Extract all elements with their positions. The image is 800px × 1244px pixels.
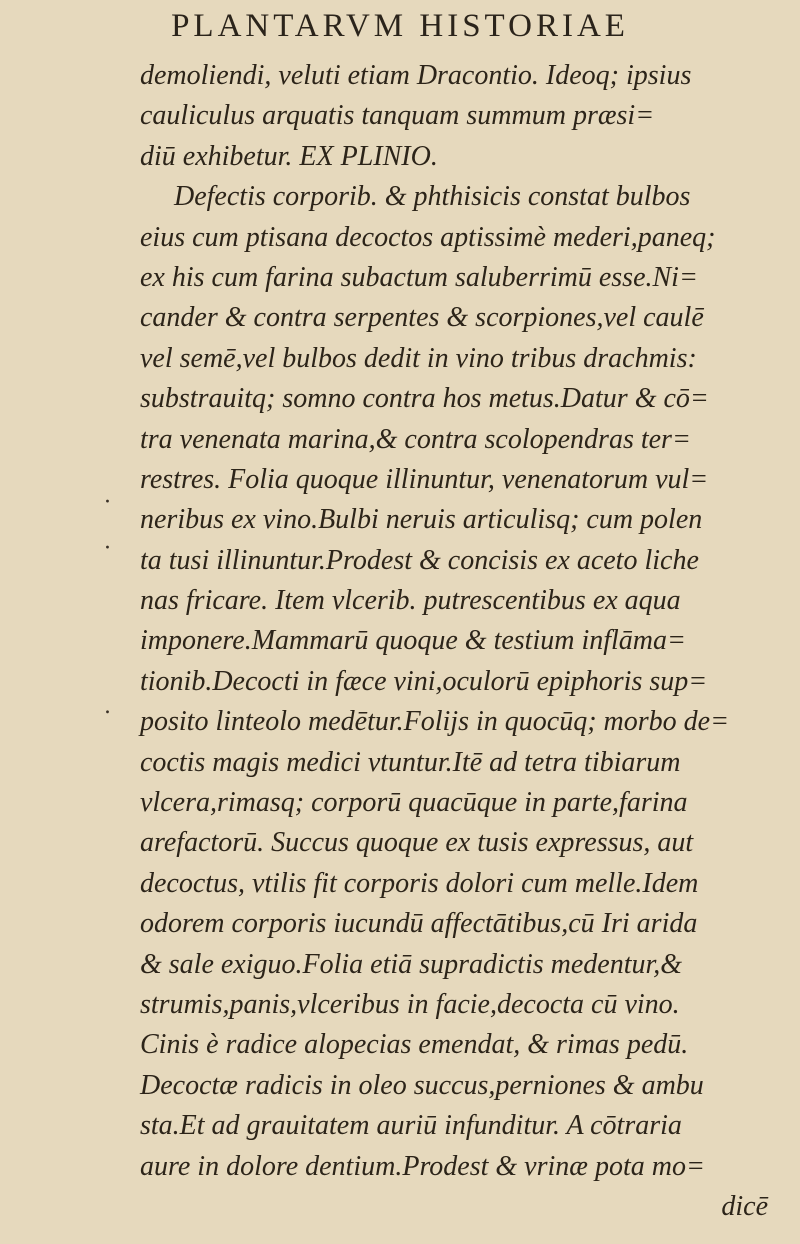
text-line: ta tusi illinuntur.Prodest & concisis ex aceto liche bbox=[140, 544, 699, 576]
text-line: cander & contra serpentes & scorpiones,vel caulē bbox=[140, 302, 704, 334]
margin-mark: · bbox=[104, 490, 111, 515]
text-line: Defectis corporib. & phthisicis constat bulbos bbox=[174, 181, 691, 213]
text-line: coctis magis medici vtuntur.Itē ad tetra tibiarum bbox=[140, 746, 681, 778]
text-line: restres. Folia quoque illinuntur, venenatorum vul= bbox=[140, 463, 709, 495]
text-line: strumis,panis,vlceribus in facie,decocta cū vino. bbox=[140, 988, 680, 1020]
text-line: decoctus, vtilis fit corporis dolori cum melle.Idem bbox=[140, 867, 699, 899]
margin-mark: . bbox=[104, 694, 111, 719]
text-line: sta.Et ad grauitatem auriū infunditur. A cōtraria bbox=[140, 1110, 682, 1142]
text-line: aure in dolore dentium.Prodest & vrinæ pota mo= bbox=[140, 1150, 705, 1182]
text-line: ex his cum farina subactum saluberrimū esse.Ni= bbox=[140, 261, 698, 293]
margin-mark: · bbox=[104, 536, 111, 561]
text-line: imponere.Mammarū quoque & testium inflāma= bbox=[140, 625, 686, 657]
text-line: diū exhibetur. EX PLINIO. bbox=[140, 140, 438, 172]
text-line: Decoctæ radicis in oleo succus,perniones & ambu bbox=[140, 1069, 704, 1101]
running-head: PLANTARVM HISTORIAE bbox=[171, 8, 629, 44]
text-line: posito linteolo medētur.Folijs in quocūq; morbo de= bbox=[140, 706, 729, 738]
text-line: neribus ex vino.Bulbi neruis articulisq; cum polen bbox=[140, 504, 703, 536]
text-block bbox=[140, 56, 780, 1227]
catchword: dicē bbox=[721, 1190, 768, 1222]
text-line: cauliculus arquatis tanquam summum præsi= bbox=[140, 100, 655, 132]
text-line: nas fricare. Item vlcerib. putrescentibus ex aqua bbox=[140, 585, 681, 617]
text-line: vel semē,vel bulbos dedit in vino tribus drachmis: bbox=[140, 342, 697, 374]
text-line: arefactorū. Succus quoque ex tusis expressus, aut bbox=[140, 827, 694, 859]
text-line: Cinis è radice alopecias emendat, & rimas pedū. bbox=[140, 1029, 689, 1061]
text-line: eius cum ptisana decoctos aptissimè mederi,paneq; bbox=[140, 221, 716, 253]
text-line: substrauitq; somno contra hos metus.Datur & cō= bbox=[140, 383, 709, 415]
text-line: demoliendi, veluti etiam Dracontio. Ideoq; ipsius bbox=[140, 60, 692, 91]
text-line: & sale exiguo.Folia etiā supradictis medentur,& bbox=[140, 948, 683, 980]
text-line: tra venenata marina,& contra scolopendras ter= bbox=[140, 423, 691, 455]
text-line: tionib.Decocti in fæce vini,oculorū epiphoris sup= bbox=[140, 665, 708, 697]
text-line: vlcera,rimasq; corporū quacūque in parte,farina bbox=[140, 787, 688, 819]
text-line: odorem corporis iucundū affectātibus,cū Iri arida bbox=[140, 908, 698, 940]
